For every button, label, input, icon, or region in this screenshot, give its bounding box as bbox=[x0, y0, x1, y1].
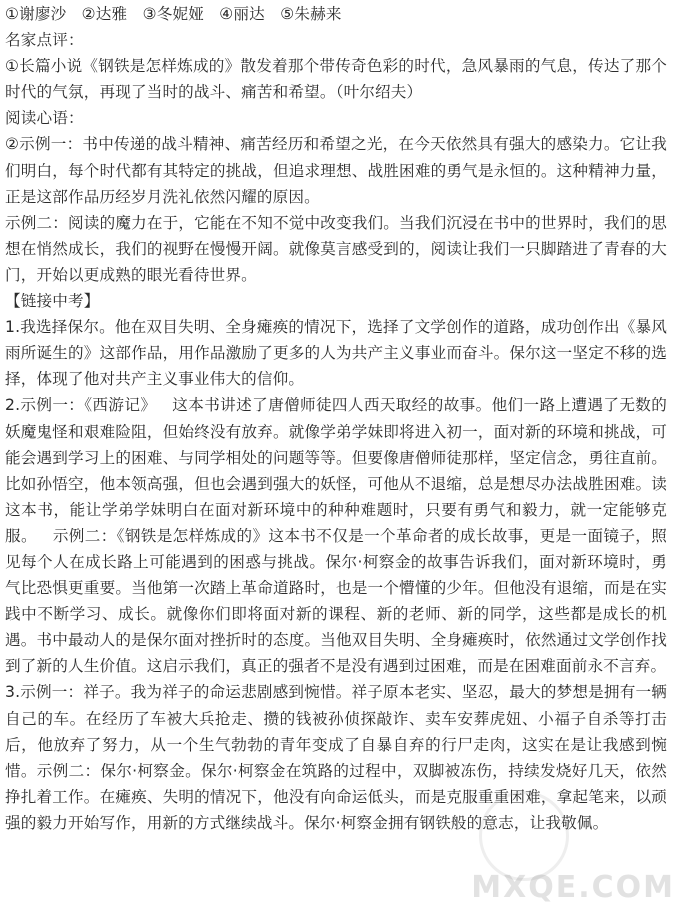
exam-answer-1: 1.我选择保尔。他在双目失明、全身瘫痪的情况下，选择了文学创作的道路，成功创作出《暴风雨所诞生的》这部作品，用作品激励了更多的人为共产主义事业而奋斗。保尔这一坚定不移的选择，体现了他对共产主义事业伟大的信仰。 bbox=[5, 318, 667, 389]
watermark-text: MXQE.COM bbox=[471, 870, 675, 905]
reading-note-example-2: 示例二：阅读的魔力在于，它能在不知不觉中改变我们。当我们沉浸在书中的世界时，我们的思想在悄然成长，我们的视野在慢慢开阔。就像莫言感受到的，阅读让我们一只脚踏进了青春的大门，开始以更成熟的眼光看待世界。 bbox=[5, 213, 667, 284]
exam-answer-2: 2.示例一：《西游记》 这本书讲述了唐僧师徒四人西天取经的故事。他们一路上遭遇了无数的妖魔鬼怪和艰难险阻，但始终没有放弃。就像学弟学妹即将进入初一，面对新的环境和挑战，可能会遇到学习上的困难、与同学相处的问题等等。但要像唐僧师徒那样，坚定信念，勇往直前。比如孙悟空，他本领高强，但也会遇到强大的妖怪，可他从不退缩，总是想尽办法战胜困难。读这本书，能让学弟学妹明白在面对新环境中的种种难题时，只要有勇气和毅力，就一定能够克服。 示例二：《钢铁是怎样炼成的》这本书不仅是一个革命者的成长故事，更是一面镜子，照见每个人在成长路上可能遇到的困惑与挑战。保尔·柯察金的故事告诉我们，面对新环境时，勇气比恐惧更重要。当他第一次踏上革命道路时，也是一个懵懂的少年。但他没有退缩，而是在实践中不断学习、成长。就像你们即将面对新的课程、新的老师、新的同学，这些都是成长的机遇。书中最动人的是保尔面对挫折时的态度。当他双目失明、全身瘫痪时，依然通过文学创作找到了新的人生价值。这启示我们，真正的强者不是没有遇到过困难，而是在困难面前永不言弃。 bbox=[5, 396, 667, 676]
section-heading-reading-notes: 阅读心语： bbox=[5, 109, 84, 128]
watermark-seal bbox=[479, 791, 569, 881]
section-heading-critics: 名家点评： bbox=[5, 31, 84, 50]
section-heading-exam-link: 【链接中考】 bbox=[5, 292, 100, 311]
exam-answer-3: 3.示例一：祥子。我为祥子的命运悲剧感到惋惜。祥子原本老实、坚忍，最大的梦想是拥有一辆自己的车。在经历了车被大兵抢走、攒的钱被孙侦探敲诈、卖车安葬虎妞、小福子自杀等打击后，他放弃了努力，从一个生气勃勃的青年变成了自暴自弃的行尸走肉，这实在是让我感到惋惜。示例二：保尔·柯察金。保尔·柯察金在筑路的过程中，双脚被冻伤，持续发烧好几天，依然挣扎着工作。在瘫痪、失明的情况下，他没有向命运低头，而是克服重重困难，拿起笔来，以顽强的毅力开始写作，用新的方式继续战斗。保尔·柯察金拥有钢铁般的意志，让我敬佩。 bbox=[5, 683, 667, 832]
critic-review: ①长篇小说《钢铁是怎样炼成的》散发着那个带传奇色彩的时代，急风暴雨的气息，传达了那个时代的气氛，再现了当时的战斗、痛苦和希望。（叶尔绍夫） bbox=[5, 57, 667, 102]
reading-note-example-1: ②示例一：书中传递的战斗精神、痛苦经历和希望之光，在今天依然具有强大的感染力。它让我们明白，每个时代都有其特定的挑战，但追求理想、战胜困难的勇气是永恒的。这种精神力量，正是这部作品历经岁月洗礼依然闪耀的原因。 bbox=[5, 135, 667, 206]
character-list: ①谢廖沙 ②达雅 ③冬妮娅 ④丽达 ⑤朱赫来 bbox=[5, 5, 342, 23]
answer-document bbox=[5, 1, 667, 836]
